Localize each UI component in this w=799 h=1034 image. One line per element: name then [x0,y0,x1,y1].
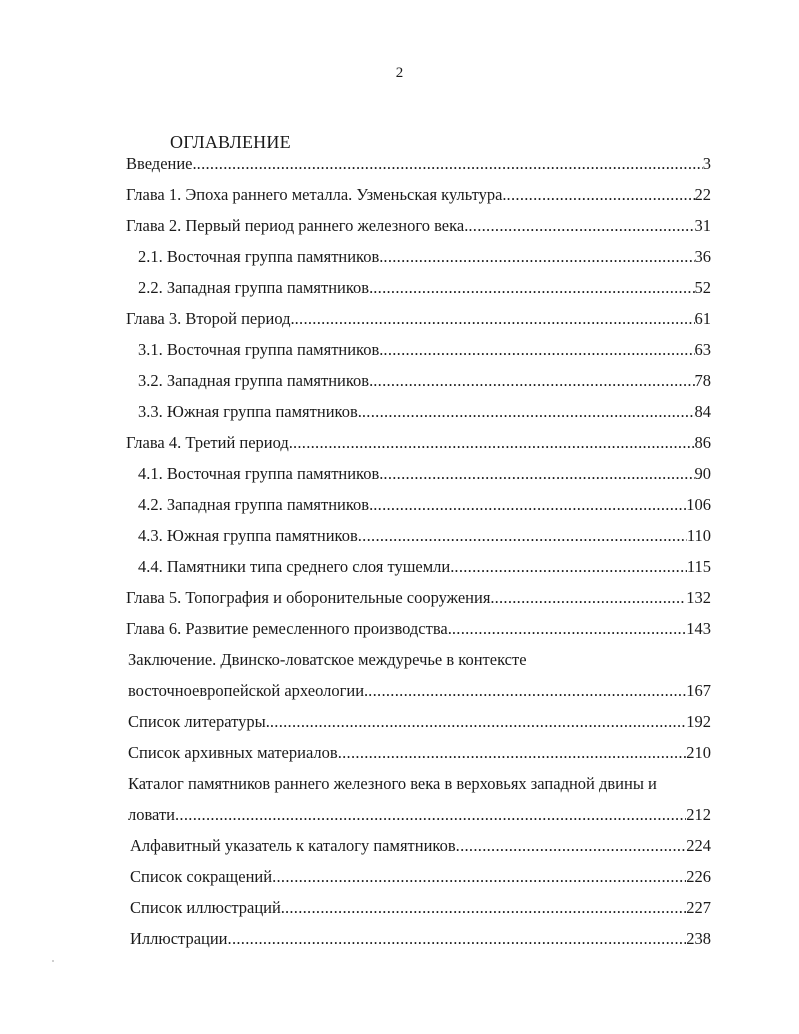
dot-leader [197,153,703,175]
toc-entry-page: 3 [702,154,711,173]
toc-entry-page: 115 [686,557,711,576]
toc-entry-label: Глава 4. Третий период. [126,433,293,452]
toc-entry-chapter-1 [126,184,711,206]
dot-leader [383,463,694,485]
toc-entry-label: 4.4. Памятники типа среднего слоя тушемли. [138,557,455,576]
toc-entry-chapter-4 [126,432,711,454]
toc-entry-page: 167 [686,681,711,700]
toc-entry-label: Список иллюстраций. [130,898,285,917]
toc-entry-list-of-illustrations [130,897,711,919]
dot-leader [293,432,695,454]
toc-entry-section-4-1 [138,463,711,485]
dot-leader [362,401,695,423]
toc-entry-label: ловати [128,805,175,824]
toc-entry-conclusion [128,680,711,702]
toc-title: ОГЛАВЛЕНИЕ [170,132,291,152]
toc-entry-label: Алфавитный указатель к каталогу памятников [130,836,456,855]
toc-entry-label: Глава 2. Первый период раннего железного века. [126,216,469,235]
toc-entry-label: 3.1. Восточная группа памятников. [138,340,384,359]
dot-leader [295,308,695,330]
toc-entry-label: Глава 3. Второй период. [126,309,295,328]
toc-entry-label: 3.2. Западная группа памятников. [138,371,374,390]
dot-leader [358,525,687,547]
dot-leader [468,215,694,237]
toc-entry-label: Глава 6. Развитие ремесленного производства. [126,619,452,638]
toc-entry-page: 192 [686,712,711,731]
dot-leader [270,711,686,733]
toc-entry-page: 52 [694,278,711,297]
toc-entry-page: 238 [686,929,711,948]
toc-entry-section-3-3 [138,401,711,423]
toc-entry-page: 22 [694,185,711,204]
toc-entry-chapter-3 [126,308,711,330]
toc-entry-catalog [128,804,711,826]
toc-entry-page: 78 [694,371,711,390]
scan-speck [52,960,54,962]
toc-entry-page: 224 [686,836,711,855]
dot-leader [456,835,687,857]
dot-leader [373,277,694,299]
toc-entry-alphabetical-index [130,835,711,857]
toc-entry-label: 4.2. Западная группа памятников. [138,495,374,514]
page-number: 2 [395,65,404,81]
toc-entry-page: 31 [694,216,711,235]
dot-leader [454,556,686,578]
toc-entry-page: 36 [694,247,711,266]
toc-entry-label: 2.2. Западная группа памятников. [138,278,374,297]
toc-entry-abbreviations [130,866,711,888]
toc-entry-section-4-2 [138,494,711,516]
toc-entry-page: 84 [694,402,711,421]
dot-leader [338,742,687,764]
toc-entry-label: 4.3. Южная группа памятников [138,526,358,545]
dot-leader [285,897,686,919]
toc-entry-section-4-4 [138,556,711,578]
toc-entry-section-3-2 [138,370,711,392]
toc-entry-illustrations [130,928,711,950]
dot-leader [373,494,686,516]
toc-entry-introduction [126,153,711,175]
dot-leader [175,804,686,826]
toc-entry-chapter-6 [126,618,711,640]
dot-leader [507,184,695,206]
toc-entry-label: Иллюстрации [130,929,228,948]
toc-entry-page: 90 [694,464,711,483]
toc-entry-page: 63 [694,340,711,359]
toc-entry-page: 132 [686,588,711,607]
toc-entry-chapter-2 [126,215,711,237]
dot-leader [452,618,686,640]
toc-entry-page: 210 [686,743,711,762]
toc-entry-catalog-line-1: Каталог памятников раннего железного века в верховьях западной двины и [128,774,657,793]
toc-entry-chapter-5 [126,587,711,609]
toc-entry-label: Список литературы. [128,712,270,731]
toc-entry-archival-materials [128,742,711,764]
toc-entry-label: Глава 1. Эпоха раннего металла. Узменьская культура. [126,185,507,204]
toc-entry-page: 212 [686,805,711,824]
toc-entry-page: 227 [686,898,711,917]
toc-entry-label: Список архивных материалов [128,743,338,762]
toc-entry-label: 4.1. Восточная группа памятников. [138,464,384,483]
toc-entry-section-2-1 [138,246,711,268]
dot-leader [373,370,694,392]
toc-entry-label: Введение. [126,154,197,173]
toc-entry-page: 106 [686,495,711,514]
toc-entry-section-3-1 [138,339,711,361]
toc-entry-page: 61 [694,309,711,328]
dot-leader [368,680,686,702]
dot-leader [383,339,694,361]
toc-entry-page: 110 [686,526,711,545]
toc-entry-page: 86 [694,433,711,452]
toc-entry-section-2-2 [138,277,711,299]
toc-entry-conclusion-line-1: Заключение. Двинско-ловатское междуречье в контексте [128,650,527,669]
toc-entry-label: восточноевропейской археологии. [128,681,369,700]
dot-leader [383,246,694,268]
toc-entry-label: Глава 5. Топография и оборонительные сооружения. [126,588,495,607]
dot-leader [228,928,687,950]
dot-leader [272,866,686,888]
toc-entry-bibliography [128,711,711,733]
dot-leader [495,587,687,609]
toc-entry-label: Список сокращений [130,867,273,886]
toc-entry-section-4-3 [138,525,711,547]
toc-entry-page: 143 [686,619,711,638]
toc-entry-label: 3.3. Южная группа памятников. [138,402,362,421]
toc-entry-label: 2.1. Восточная группа памятников. [138,247,384,266]
toc-entry-page: 226 [686,867,711,886]
